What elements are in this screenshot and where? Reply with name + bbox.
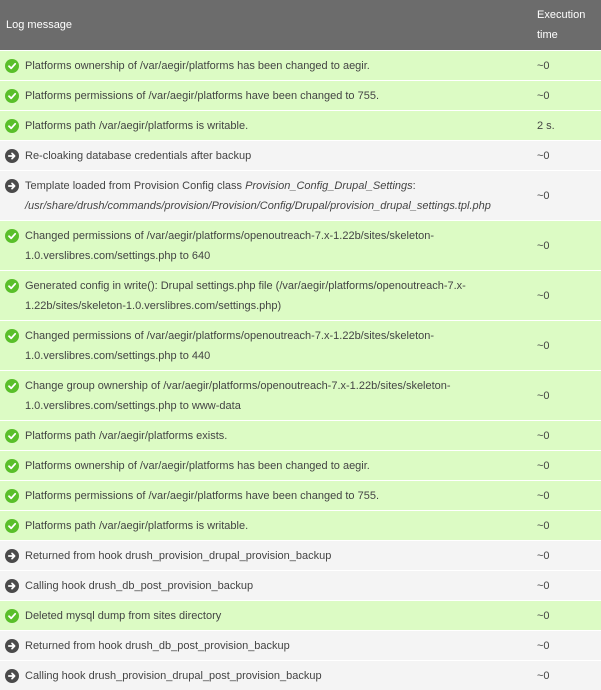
arrow-right-icon: [5, 179, 19, 193]
arrow-right-icon: [5, 669, 19, 683]
check-circle-icon: [5, 429, 19, 443]
log-row: [0, 321, 601, 371]
log-message-part: /usr/share/drush/commands/provision/Provision/Config/Drupal/provision_drupal_settings.tpl.php: [25, 200, 491, 212]
execution-time-cell: ~0: [531, 541, 601, 571]
execution-time-cell: ~0: [531, 321, 601, 371]
execution-time-cell: ~0: [531, 451, 601, 481]
execution-time-header-line1: Execution: [537, 5, 595, 25]
log-message-part: :: [413, 180, 416, 192]
log-message-cell: [0, 481, 531, 511]
log-message-text: Platforms ownership of /var/aegir/platforms has been changed to aegir.: [25, 56, 527, 76]
log-message-header[interactable]: Log message: [0, 0, 531, 51]
log-row: [0, 451, 601, 481]
log-message-cell: [0, 221, 531, 271]
arrow-right-icon: [5, 579, 19, 593]
log-message-text: Calling hook drush_provision_drupal_post_provision_backup: [25, 666, 527, 686]
log-message-cell: [0, 171, 531, 221]
log-message-text: Platforms path /var/aegir/platforms exists.: [25, 426, 527, 446]
log-message-cell: [0, 141, 531, 171]
log-row: [0, 171, 601, 221]
log-message-text: Change group ownership of /var/aegir/platforms/openoutreach-7.x-1.22b/sites/skeleton-1.0.verslibres.com/settings.php to www-data: [25, 376, 527, 416]
log-message-text: Platforms path /var/aegir/platforms is writable.: [25, 516, 527, 536]
log-message-part: Template loaded from Provision Config class: [25, 180, 245, 192]
execution-time-cell: 2 s.: [531, 111, 601, 141]
execution-time-cell: ~0: [531, 271, 601, 321]
check-circle-icon: [5, 609, 19, 623]
execution-time-cell: ~0: [531, 421, 601, 451]
log-row: [0, 81, 601, 111]
execution-time-cell: ~0: [531, 51, 601, 81]
log-message-text: Returned from hook drush_provision_drupal_provision_backup: [25, 546, 527, 566]
log-row: [0, 541, 601, 571]
log-message-cell: [0, 601, 531, 631]
log-message-cell: [0, 451, 531, 481]
log-row: [0, 271, 601, 321]
execution-time-cell: ~0: [531, 511, 601, 541]
log-message-part: Provision_Config_Drupal_Settings: [245, 180, 413, 192]
execution-time-header-line2: time: [537, 25, 595, 45]
log-row: [0, 371, 601, 421]
log-row: [0, 661, 601, 690]
log-message-text: Changed permissions of /var/aegir/platforms/openoutreach-7.x-1.22b/sites/skeleton-1.0.verslibres.com/settings.php to 440: [25, 326, 527, 366]
log-message-cell: [0, 271, 531, 321]
arrow-right-icon: [5, 549, 19, 563]
log-message-cell: [0, 81, 531, 111]
log-message-cell: [0, 371, 531, 421]
log-message-cell: [0, 661, 531, 690]
log-row: [0, 221, 601, 271]
log-message-text: Re-cloaking database credentials after backup: [25, 146, 527, 166]
log-row: [0, 631, 601, 661]
check-circle-icon: [5, 89, 19, 103]
log-message-text: Platforms permissions of /var/aegir/platforms have been changed to 755.: [25, 86, 527, 106]
log-message-text: Changed permissions of /var/aegir/platforms/openoutreach-7.x-1.22b/sites/skeleton-1.0.verslibres.com/settings.php to 640: [25, 226, 527, 266]
execution-time-cell: ~0: [531, 221, 601, 271]
execution-time-cell: ~0: [531, 601, 601, 631]
log-row: [0, 571, 601, 601]
log-row: [0, 111, 601, 141]
execution-time-cell: ~0: [531, 141, 601, 171]
execution-time-cell: ~0: [531, 631, 601, 661]
log-message-text: [25, 176, 527, 216]
log-message-cell: [0, 421, 531, 451]
check-circle-icon: [5, 119, 19, 133]
table-header-row: [0, 0, 601, 51]
arrow-right-icon: [5, 639, 19, 653]
check-circle-icon: [5, 489, 19, 503]
execution-time-cell: ~0: [531, 81, 601, 111]
log-message-text: Returned from hook drush_db_post_provision_backup: [25, 636, 527, 656]
log-message-text: Deleted mysql dump from sites directory: [25, 606, 527, 626]
execution-time-cell: ~0: [531, 481, 601, 511]
log-message-cell: [0, 321, 531, 371]
log-message-text: Platforms ownership of /var/aegir/platforms has been changed to aegir.: [25, 456, 527, 476]
check-circle-icon: [5, 459, 19, 473]
execution-time-cell: ~0: [531, 571, 601, 601]
log-message-cell: [0, 511, 531, 541]
log-message-text: Calling hook drush_db_post_provision_backup: [25, 576, 527, 596]
log-message-cell: [0, 571, 531, 601]
log-row: [0, 51, 601, 81]
arrow-right-icon: [5, 149, 19, 163]
log-row: [0, 511, 601, 541]
check-circle-icon: [5, 379, 19, 393]
log-row: [0, 421, 601, 451]
check-circle-icon: [5, 229, 19, 243]
execution-time-cell: ~0: [531, 371, 601, 421]
log-message-text: Generated config in write(): Drupal settings.php file (/var/aegir/platforms/openoutreach-7.x-1.22b/sites/skeleton-1.0.verslibres.com/settings.php): [25, 276, 527, 316]
execution-time-cell: ~0: [531, 661, 601, 690]
check-circle-icon: [5, 329, 19, 343]
execution-time-header[interactable]: [531, 0, 601, 51]
log-message-text: Platforms path /var/aegir/platforms is writable.: [25, 116, 527, 136]
log-row: [0, 141, 601, 171]
check-circle-icon: [5, 59, 19, 73]
log-row: [0, 601, 601, 631]
log-row: [0, 481, 601, 511]
log-body: [0, 51, 601, 690]
check-circle-icon: [5, 279, 19, 293]
execution-time-cell: ~0: [531, 171, 601, 221]
log-message-cell: [0, 541, 531, 571]
log-message-cell: [0, 111, 531, 141]
log-message-text: Platforms permissions of /var/aegir/platforms have been changed to 755.: [25, 486, 527, 506]
check-circle-icon: [5, 519, 19, 533]
log-message-cell: [0, 631, 531, 661]
log-message-cell: [0, 51, 531, 81]
